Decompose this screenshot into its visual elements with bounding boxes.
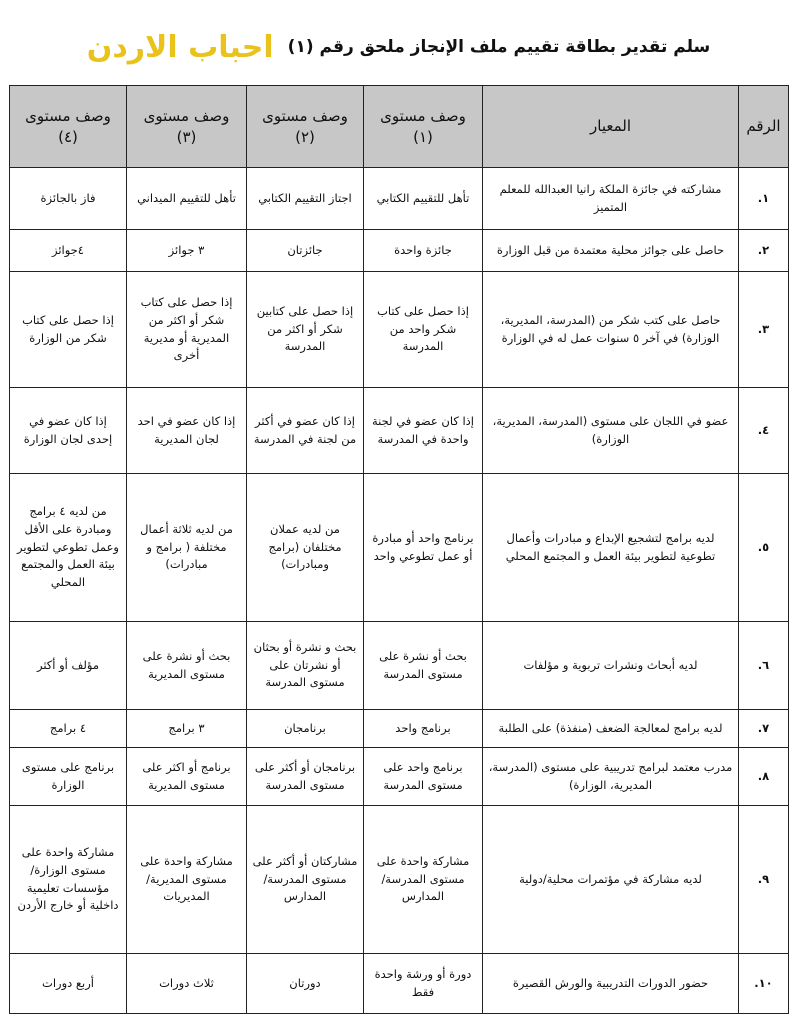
column-header-level-4: وصف مستوى (٤) xyxy=(10,86,127,168)
table-row xyxy=(10,388,789,474)
table-row xyxy=(10,806,789,954)
level-3-cell: من لديه ثلاثة أعمال مختلفة ( برامج و مبادرات) xyxy=(127,474,247,622)
criterion-cell: مدرب معتمد لبرامج تدريبية على مستوى (المدرسة، المديرية، الوزارة) xyxy=(483,748,739,806)
row-number: ٣. xyxy=(739,272,789,388)
level-3-cell: تأهل للتقييم الميداني xyxy=(127,168,247,230)
level-4-cell: ٤جوائز xyxy=(10,230,127,272)
table-header-row xyxy=(10,86,789,168)
level-3-cell: مشاركة واحدة على مستوى المديرية/المديريات xyxy=(127,806,247,954)
rubric-table xyxy=(9,85,789,1014)
criterion-cell: لديه برامج لتشجيع الإبداع و مبادرات وأعمال تطوعية لتطوير بيئة العمل و المجتمع المحلي xyxy=(483,474,739,622)
page-header xyxy=(0,22,797,72)
level-4-cell: أربع دورات xyxy=(10,954,127,1014)
criterion-cell: لديه أبحاث ونشرات تربوية و مؤلفات xyxy=(483,622,739,710)
row-number: ٤. xyxy=(739,388,789,474)
level-3-cell: ٣ جوائز xyxy=(127,230,247,272)
criterion-cell: لديه برامج لمعالجة الضعف (منفذة) على الطلبة xyxy=(483,710,739,748)
level-2-cell: مشاركتان أو أكثر على مستوى المدرسة/المدارس xyxy=(247,806,364,954)
row-number: ١٠. xyxy=(739,954,789,1014)
level-2-cell: جائزتان xyxy=(247,230,364,272)
level-4-cell: مشاركة واحدة على مستوى الوزارة/مؤسسات تعليمية داخلية أو خارج الأردن xyxy=(10,806,127,954)
row-number: ٥. xyxy=(739,474,789,622)
table-row xyxy=(10,622,789,710)
level-2-cell: من لديه عملان مختلفان (برامج ومبادرات) xyxy=(247,474,364,622)
level-2-cell: برنامجان xyxy=(247,710,364,748)
level-3-cell: إذا كان عضو في احد لجان المديرية xyxy=(127,388,247,474)
level-2-cell: دورتان xyxy=(247,954,364,1014)
level-3-cell: بحث أو نشرة على مستوى المديرية xyxy=(127,622,247,710)
level-2-cell: بحث و نشرة أو بحثان أو نشرتان على مستوى المدرسة xyxy=(247,622,364,710)
level-2-cell: برنامجان أو أكثر على مستوى المدرسة xyxy=(247,748,364,806)
table-row xyxy=(10,710,789,748)
level-4-cell: إذا كان عضو في إحدى لجان الوزارة xyxy=(10,388,127,474)
level-3-cell: إذا حصل على كتاب شكر أو اكثر من المديرية أو مديرية أخرى xyxy=(127,272,247,388)
criterion-cell: حاصل على جوائز محلية معتمدة من قبل الوزارة xyxy=(483,230,739,272)
level-4-cell: إذا حصل على كتاب شكر من الوزارة xyxy=(10,272,127,388)
level-1-cell: تأهل للتقييم الكتابي xyxy=(364,168,483,230)
criterion-cell: لديه مشاركة في مؤتمرات محلية/دولية xyxy=(483,806,739,954)
level-1-cell: إذا كان عضو في لجنة واحدة في المدرسة xyxy=(364,388,483,474)
level-1-cell: بحث أو نشرة على مستوى المدرسة xyxy=(364,622,483,710)
level-1-cell: برنامج واحد xyxy=(364,710,483,748)
column-header-number: الرقم xyxy=(739,86,789,168)
table-row xyxy=(10,230,789,272)
criterion-cell: مشاركته في جائزة الملكة رانيا العبدالله للمعلم المتميز xyxy=(483,168,739,230)
column-header-criterion: المعيار xyxy=(483,86,739,168)
row-number: ٢. xyxy=(739,230,789,272)
table-row xyxy=(10,168,789,230)
level-2-cell: إذا كان عضو في أكثر من لجنة في المدرسة xyxy=(247,388,364,474)
level-1-cell: إذا حصل على كتاب شكر واحد من المدرسة xyxy=(364,272,483,388)
level-4-cell: فاز بالجائزة xyxy=(10,168,127,230)
level-3-cell: ٣ برامج xyxy=(127,710,247,748)
column-header-level-3: وصف مستوى (٣) xyxy=(127,86,247,168)
level-2-cell: إذا حصل على كتابين شكر أو اكثر من المدرسة xyxy=(247,272,364,388)
level-2-cell: اجتاز التقييم الكتابي xyxy=(247,168,364,230)
level-1-cell: برنامج واحد على مستوى المدرسة xyxy=(364,748,483,806)
level-1-cell: برنامج واحد أو مبادرة أو عمل تطوعي واحد xyxy=(364,474,483,622)
table-row xyxy=(10,748,789,806)
level-4-cell: مؤلف أو أكثر xyxy=(10,622,127,710)
table-row xyxy=(10,954,789,1014)
level-4-cell: برنامج على مستوى الوزارة xyxy=(10,748,127,806)
row-number: ٧. xyxy=(739,710,789,748)
column-header-level-1: وصف مستوى (١) xyxy=(364,86,483,168)
logo-text: احباب الاردن xyxy=(86,29,274,65)
level-1-cell: دورة أو ورشة واحدة فقط xyxy=(364,954,483,1014)
table-row xyxy=(10,474,789,622)
level-3-cell: برنامج أو اكثر على مستوى المديرية xyxy=(127,748,247,806)
level-3-cell: ثلاث دورات xyxy=(127,954,247,1014)
page-title: سلم تقدير بطاقة تقييم ملف الإنجاز ملحق رقم (١) xyxy=(287,37,711,57)
row-number: ٨. xyxy=(739,748,789,806)
row-number: ٩. xyxy=(739,806,789,954)
level-4-cell: من لديه ٤ برامج ومبادرة على الأقل وعمل تطوعي لتطوير بيئة العمل والمجتمع المحلي xyxy=(10,474,127,622)
table-row xyxy=(10,272,789,388)
level-4-cell: ٤ برامج xyxy=(10,710,127,748)
criterion-cell: حاصل على كتب شكر من (المدرسة، المديرية، الوزارة) في آخر ٥ سنوات عمل له في الوزارة xyxy=(483,272,739,388)
level-1-cell: مشاركة واحدة على مستوى المدرسة/المدارس xyxy=(364,806,483,954)
row-number: ١. xyxy=(739,168,789,230)
column-header-level-2: وصف مستوى (٢) xyxy=(247,86,364,168)
level-1-cell: جائزة واحدة xyxy=(364,230,483,272)
criterion-cell: حضور الدورات التدريبية والورش القصيرة xyxy=(483,954,739,1014)
row-number: ٦. xyxy=(739,622,789,710)
criterion-cell: عضو في اللجان على مستوى (المدرسة، المديرية، الوزارة) xyxy=(483,388,739,474)
